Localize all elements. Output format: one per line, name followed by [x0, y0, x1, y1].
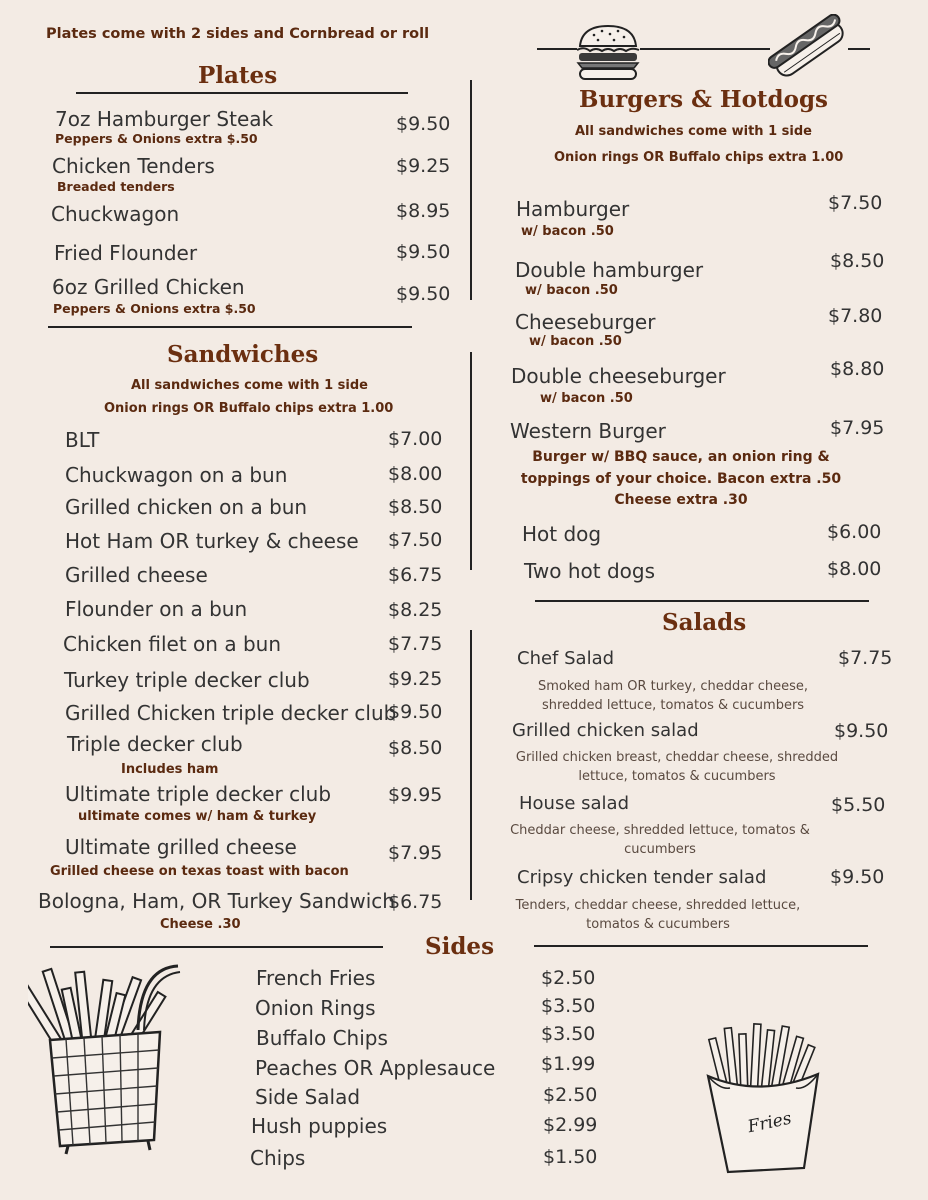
- menu-item-name: Onion Rings: [255, 996, 376, 1020]
- menu-item-price: $6.75: [388, 891, 443, 913]
- menu-item-price: $9.25: [396, 155, 451, 177]
- menu-item-price: $7.75: [838, 647, 893, 669]
- menu-item-price: $8.95: [396, 200, 451, 222]
- sandwiches-title: Sandwiches: [167, 341, 319, 368]
- menu-item-name: House salad: [519, 793, 629, 814]
- menu-item-price: $5.50: [831, 794, 886, 816]
- menu-item-price: $7.00: [388, 428, 443, 450]
- menu-item-name: French Fries: [256, 966, 376, 990]
- menu-item-note: Peppers & Onions extra $.50: [55, 131, 258, 146]
- fries-box-icon: [700, 1018, 830, 1176]
- divider: [48, 326, 412, 328]
- menu-item-name: Grilled chicken on a bun: [65, 495, 308, 519]
- menu-item-price: $8.00: [827, 558, 882, 580]
- burgers-note: All sandwiches come with 1 side: [575, 124, 812, 139]
- sides-title: Sides: [425, 933, 495, 960]
- menu-item-name: 6oz Grilled Chicken: [52, 275, 245, 299]
- menu-item-price: $8.50: [830, 250, 885, 272]
- menu-item-price: $7.95: [388, 842, 443, 864]
- menu-item-name: Flounder on a bun: [65, 597, 248, 621]
- menu-item-name: Two hot dogs: [524, 559, 656, 583]
- menu-item-price: $8.50: [388, 737, 443, 759]
- menu-item-note: w/ bacon .50: [525, 283, 618, 298]
- salad-description: Tenders, cheddar cheese, shredded lettuce, tomatos & cucumbers: [515, 898, 801, 932]
- fries-basket-icon: [28, 958, 188, 1158]
- menu-item-name: Hot Ham OR turkey & cheese: [65, 529, 359, 553]
- menu-item-name: Grilled Chicken triple decker club: [65, 701, 397, 725]
- divider: [50, 946, 383, 948]
- menu-item-price: $9.50: [396, 241, 451, 263]
- menu-item-price: $9.50: [388, 701, 443, 723]
- divider: [640, 48, 770, 50]
- menu-item-name: Grilled cheese: [65, 563, 208, 587]
- salads-title: Salads: [662, 609, 747, 636]
- menu-item-price: $6.75: [388, 564, 443, 586]
- menu-item-price: $2.99: [543, 1114, 598, 1136]
- hotdog-icon: [768, 14, 848, 80]
- sandwiches-note: Onion rings OR Buffalo chips extra 1.00: [104, 401, 394, 416]
- menu-item-name: Chips: [250, 1146, 306, 1170]
- menu-item-price: $7.75: [388, 633, 443, 655]
- divider: [76, 92, 408, 94]
- menu-item-name: Chuckwagon on a bun: [65, 463, 288, 487]
- menu-item-note: w/ bacon .50: [529, 334, 622, 349]
- menu-item-price: $8.25: [388, 599, 443, 621]
- menu-item-price: $7.50: [388, 529, 443, 551]
- menu-item-price: $9.50: [834, 720, 889, 742]
- menu-item-note: w/ bacon .50: [521, 224, 614, 239]
- menu-item-name: Chicken filet on a bun: [63, 632, 281, 656]
- sandwiches-note: All sandwiches come with 1 side: [131, 378, 368, 393]
- divider: [534, 945, 868, 947]
- menu-item-name: Chicken Tenders: [52, 154, 215, 178]
- menu-item-name: Bologna, Ham, OR Turkey Sandwich: [38, 889, 395, 913]
- menu-item-price: $9.50: [396, 283, 451, 305]
- top-note: Plates come with 2 sides and Cornbread or roll: [46, 26, 430, 42]
- menu-item-note: Peppers & Onions extra $.50: [53, 301, 256, 316]
- menu-item-name: BLT: [65, 428, 100, 452]
- menu-item-name: Western Burger: [510, 419, 666, 443]
- menu-item-price: $9.95: [388, 784, 443, 806]
- menu-item-price: $7.50: [828, 192, 883, 214]
- menu-item-name: 7oz Hamburger Steak: [55, 107, 274, 131]
- salad-description: Grilled chicken breast, cheddar cheese, shredded lettuce, tomatos & cucumbers: [515, 750, 839, 784]
- menu-item-note: Cheese .30: [160, 917, 241, 932]
- menu-item-name: Peaches OR Applesauce: [255, 1056, 496, 1080]
- menu-item-price: $1.99: [541, 1053, 596, 1075]
- menu-item-name: Fried Flounder: [54, 241, 198, 265]
- menu-item-name: Buffalo Chips: [256, 1026, 388, 1050]
- menu-item-price: $6.00: [827, 521, 882, 543]
- divider: [537, 48, 577, 50]
- plates-title: Plates: [198, 62, 278, 89]
- fries-box-label: Fries: [745, 1108, 794, 1138]
- column-divider: [470, 80, 472, 300]
- menu-item-price: $3.50: [541, 1023, 596, 1045]
- menu-item-name: Double cheeseburger: [511, 364, 726, 388]
- menu-item-note: w/ bacon .50: [540, 391, 633, 406]
- menu-item-price: $9.50: [396, 113, 451, 135]
- burger-icon: [574, 22, 642, 82]
- column-divider: [470, 630, 472, 900]
- burgers-title: Burgers & Hotdogs: [579, 86, 828, 113]
- menu-item-name: Chuckwagon: [51, 202, 180, 226]
- menu-item-price: $7.80: [828, 305, 883, 327]
- menu-item-price: $8.50: [388, 496, 443, 518]
- menu-item-price: $3.50: [541, 995, 596, 1017]
- menu-item-price: $1.50: [543, 1146, 598, 1168]
- salad-description: Cheddar cheese, shredded lettuce, tomatos & cucumbers: [510, 823, 810, 857]
- menu-item-name: Hamburger: [516, 197, 630, 221]
- menu-item-price: $7.95: [830, 417, 885, 439]
- menu-item-name: Chef Salad: [517, 648, 615, 669]
- menu-item-note: Grilled cheese on texas toast with bacon: [50, 864, 349, 879]
- divider: [848, 48, 870, 50]
- menu-item-price: $9.25: [388, 668, 443, 690]
- salad-description: Smoked ham OR turkey, cheddar cheese, shredded lettuce, tomatos & cucumbers: [537, 679, 809, 713]
- menu-item-name: Hot dog: [522, 522, 602, 546]
- menu-item-price: $2.50: [541, 967, 596, 989]
- menu-item-price: $9.50: [830, 866, 885, 888]
- menu-item-name: Double hamburger: [515, 258, 704, 282]
- menu-item-name: Side Salad: [255, 1085, 361, 1109]
- menu-item-name: Cripsy chicken tender salad: [517, 867, 767, 888]
- menu-item-price: $2.50: [543, 1084, 598, 1106]
- menu-item-name: Hush puppies: [251, 1114, 388, 1138]
- menu-item-note: Includes ham: [121, 762, 219, 777]
- menu-item-price: $8.80: [830, 358, 885, 380]
- menu-item-name: Ultimate grilled cheese: [65, 835, 297, 859]
- column-divider: [470, 352, 472, 570]
- menu-item-price: $8.00: [388, 463, 443, 485]
- menu-item-name: Ultimate triple decker club: [65, 782, 332, 806]
- menu-item-name: Cheeseburger: [515, 310, 656, 334]
- menu-item-note: ultimate comes w/ ham & turkey: [78, 809, 317, 824]
- burgers-note: Onion rings OR Buffalo chips extra 1.00: [554, 150, 844, 165]
- divider: [535, 600, 869, 602]
- menu-item-name: Triple decker club: [67, 732, 243, 756]
- menu-item-name: Grilled chicken salad: [512, 720, 699, 741]
- menu-item-note: Burger w/ BBQ sauce, an onion ring & toppings of your choice. Bacon extra .50 Cheese extra .30: [520, 449, 842, 508]
- menu-item-note: Breaded tenders: [57, 179, 175, 194]
- menu-item-name: Turkey triple decker club: [64, 668, 310, 692]
